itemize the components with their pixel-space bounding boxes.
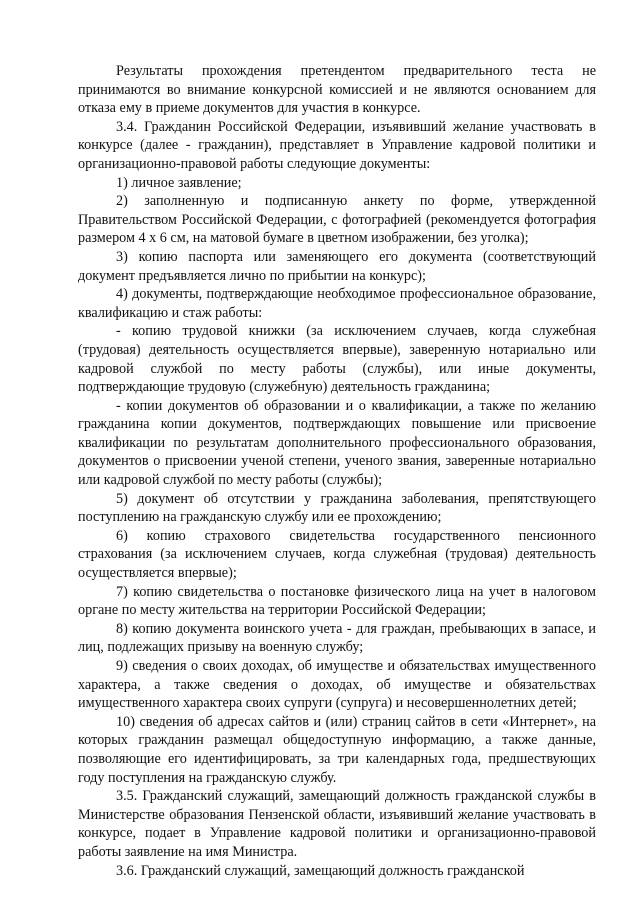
list-item-8: 8) копию документа воинского учета - для граждан, пребывающих в запасе, и лиц, подлежащих призыву на военную службу; [78, 620, 596, 656]
list-item-1: 1) личное заявление; [116, 174, 242, 191]
paragraph-3-5: 3.5. Гражданский служащий, замещающий должность гражданской службы в Министерстве образования Пензенской области, изъявивший желание участвовать в конкурсе, подает в Управление кадровой политики и организационно-правовой работы заявление на имя Министра. [78, 788, 596, 860]
list-item-4: 4) документы, подтверждающие необходимое профессиональное образование, квалификацию и стаж работы: [78, 286, 596, 321]
list-item-3: 3) копию паспорта или заменяющего его документа (соответствующий документ предъявляется лично по прибытии на конкурс); [78, 248, 596, 284]
list-item-9: 9) сведения о своих доходах, об имуществе и обязательствах имущественного характера, а также сведения о доходах, об имуществе и обязательствах имущественного характера своих супруги (супруга) и несовершеннолетних детей; [78, 658, 596, 712]
list-subitem-work-book: - копию трудовой книжки (за исключением случаев, когда служебная (трудовая) деятельность осуществляется впервые), заверенную нотариально или кадровой службой по месту работы (службы), или иные документы, подтверждающие трудовую (служебную) деятельность гражданина; [78, 323, 596, 396]
list-item-2: 2) заполненную и подписанную анкету по форме, утвержденной Правительством Российской Федерации, с фотографией (рекомендуется фотография размером 4 х 6 см, на матовой бумаге в цветном изображении, без уголка); [78, 193, 596, 247]
list-item-5: 5) документ об отсутствии у гражданина заболевания, препятствующего поступлению на гражданскую службу или ее прохождению; [78, 490, 596, 526]
list-item-7: 7) копию свидетельства о постановке физического лица на учет в налоговом органе по месту жительства на территории Российской Федерации; [78, 583, 596, 619]
list-item-10: 10) сведения об адресах сайтов и (или) страниц сайтов в сети «Интернет», на которых гражданин размещал общедоступную информацию, а также данные, позволяющие его идентифицировать, за три календарных года, предшествующих году поступления на гражданскую службу. [78, 713, 596, 786]
paragraph-3-6: 3.6. Гражданский служащий, замещающий должность гражданской [116, 862, 525, 879]
list-item-6: 6) копию страхового свидетельства государственного пенсионного страхования (за исключением случаев, когда служебная (трудовая) деятельность осуществляется впервые); [78, 527, 596, 582]
paragraph-3-4: 3.4. Гражданин Российской Федерации, изъявивший желание участвовать в конкурсе (далее - гражданин), представляет в Управление кадровой политики и организационно-правовой работы следующие документы: [78, 118, 596, 172]
paragraph-test-results: Результаты прохождения претендентом предварительного теста не принимаются во внимание конкурсной комиссией и не являются основанием для отказа ему в приеме документов для участия в конкурсе. [78, 63, 596, 117]
list-subitem-education: - копии документов об образовании и о квалификации, а также по желанию гражданина копии документов, подтверждающих повышение или присвоение квалификации по результатам дополнительного профессионального образования, документов о присвоении ученой степени, ученого звания, заверенные нотариально или кадровой службой по месту работы (службы); [78, 397, 596, 489]
document-page [78, 62, 596, 880]
